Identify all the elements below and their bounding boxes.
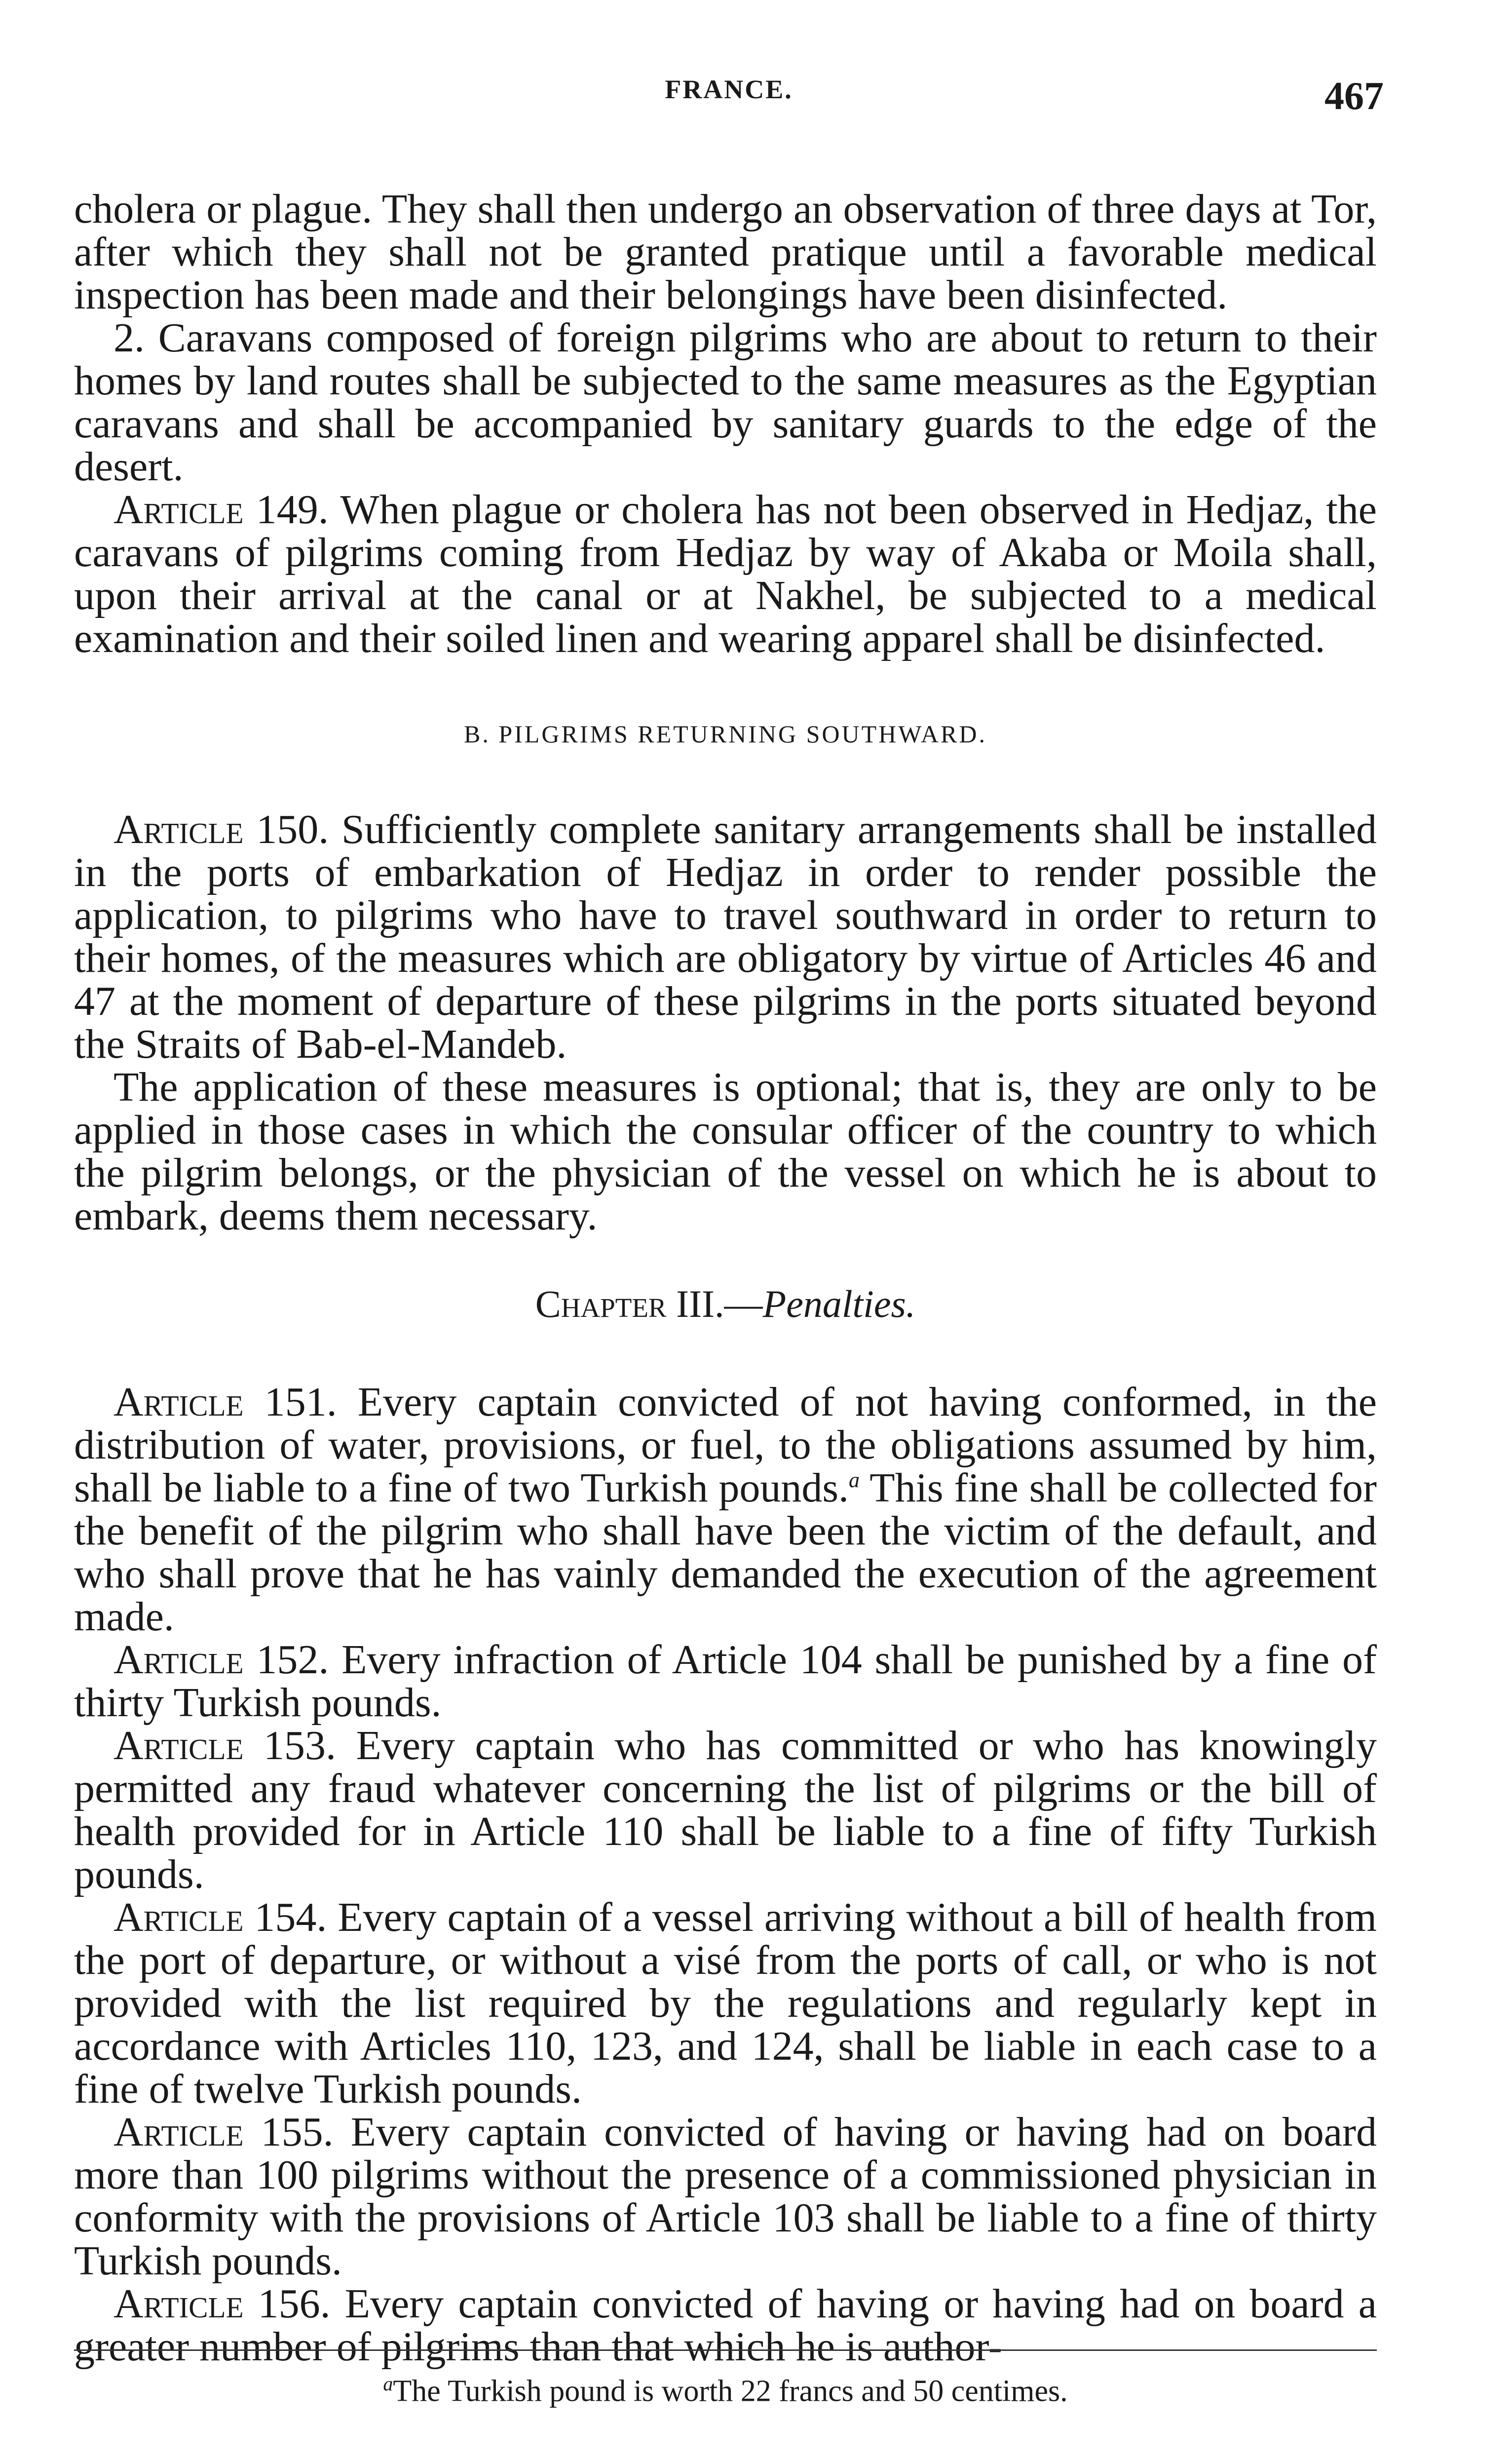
article-label: Article 151. [113, 1379, 337, 1425]
article-151 [74, 1381, 1377, 1638]
article-155 [74, 2111, 1377, 2282]
running-title: FRANCE. [665, 75, 793, 104]
article-text: Every captain convicted of having or having had on board a greater number of pilgrims than that which he is author- [74, 2281, 1377, 2370]
article-153 [74, 1724, 1377, 1896]
page-number: 467 [1324, 75, 1384, 118]
article-156 [74, 2282, 1377, 2368]
article-label: Article 156. [113, 2281, 331, 2327]
footnote-divider [74, 2349, 1377, 2351]
chapter-dash: — [724, 1282, 763, 1325]
article-text-continued: This fine shall be collected for the benefit of the pilgrim who shall have been the victim of the default, and who shall prove that he has vainly demanded the execution of the agreement made. [74, 1465, 1377, 1640]
article-label: Article 150. [113, 807, 329, 852]
section-heading: B. PILGRIMS RETURNING SOUTHWARD. [464, 720, 987, 748]
page-body [74, 188, 1377, 2368]
article-text: Sufficiently complete sanitary arrangements shall be installed in the ports of embarkation of Hedjaz in order to render possible the application, to pilgrims who have to travel southward in order to return to their homes, of the measures which are obligatory by virtue of Articles 46 and 47 at the moment of departure of these pilgrims in the ports situated beyond the Straits of Bab-el-Mandeb. [74, 807, 1377, 1067]
article-152 [74, 1638, 1377, 1724]
article-label: Article 152. [113, 1637, 329, 1683]
article-text: Every captain convicted of not having conformed, in the distribution of water, provisions, or fuel, to the obligations assumed by him, shall be liable to a fine of two Turkish pounds. [74, 1379, 1377, 1511]
article-text: Every captain of a vessel arriving without a bill of health from the port of departure, or without a visé from the ports of call, or who is not provided with the list required by the regulations and regularly kept in accordance with Articles 110, 123, and 124, shall be liable in each case to a fine of twelve Turkish pounds. [74, 1894, 1377, 2112]
article-text: When plague or cholera has not been observed in Hedjaz, the caravans of pilgrims coming from Hedjaz by way of Akaba or Moila shall, upon their arrival at the canal or at Nakhel, be subjected to a medical examination and their soiled linen and wearing apparel shall be disinfected. [74, 487, 1377, 661]
footnote-mark: a [383, 2373, 393, 2395]
footnote-text: The Turkish pound is worth 22 francs and 50 centimes. [393, 2374, 1068, 2408]
article-label: Article 154. [113, 1894, 327, 1940]
article-text: Every infraction of Article 104 shall be punished by a fine of thirty Turkish pounds. [74, 1637, 1377, 1726]
article-label: Article 153. [113, 1723, 337, 1768]
footnote [74, 2364, 1377, 2411]
paragraph-150-continued: The application of these measures is optional; that is, they are only to be applied in those cases in which the consular officer of the country to which the pilgrim belongs, or the physician of the vessel on which he is about to embark, deems them necessary. [74, 1064, 1377, 1239]
article-label: Article 149. [113, 487, 329, 533]
footnote-reference: a [849, 1468, 860, 1492]
chapter-heading [74, 1282, 1377, 1326]
paragraph-continuation: cholera or plague. They shall then undergo an observation of three days at Tor, after which they shall not be granted pratique until a favorable medical inspection has been made and their belongings have been disinfected. [74, 186, 1377, 318]
article-150 [74, 808, 1377, 1066]
chapter-title: Penalties. [762, 1282, 916, 1325]
article-154 [74, 1896, 1377, 2111]
article-label: Article 155. [113, 2109, 334, 2155]
article-text: Every captain convicted of having or having had on board more than 100 pilgrims without the presence of a commissioned physician in conformity with the provisions of Article 103 shall be liable to a fine of thirty Turkish pounds. [74, 2109, 1377, 2284]
chapter-label: Chapter III. [535, 1282, 724, 1325]
article-149 [74, 488, 1377, 660]
article-text: Every captain who has committed or who has knowingly permitted any fraud whatever concerning the list of pilgrims or the bill of health provided for in Article 110 shall be liable to a fine of fifty Turkish pounds. [74, 1723, 1377, 1897]
running-header [74, 74, 1384, 118]
paragraph-item-2: 2. Caravans composed of foreign pilgrims who are about to return to their homes by land routes shall be subjected to the same measures as the Egyptian caravans and shall be accompanied by sanitary guards to the edge of the desert. [74, 315, 1377, 490]
